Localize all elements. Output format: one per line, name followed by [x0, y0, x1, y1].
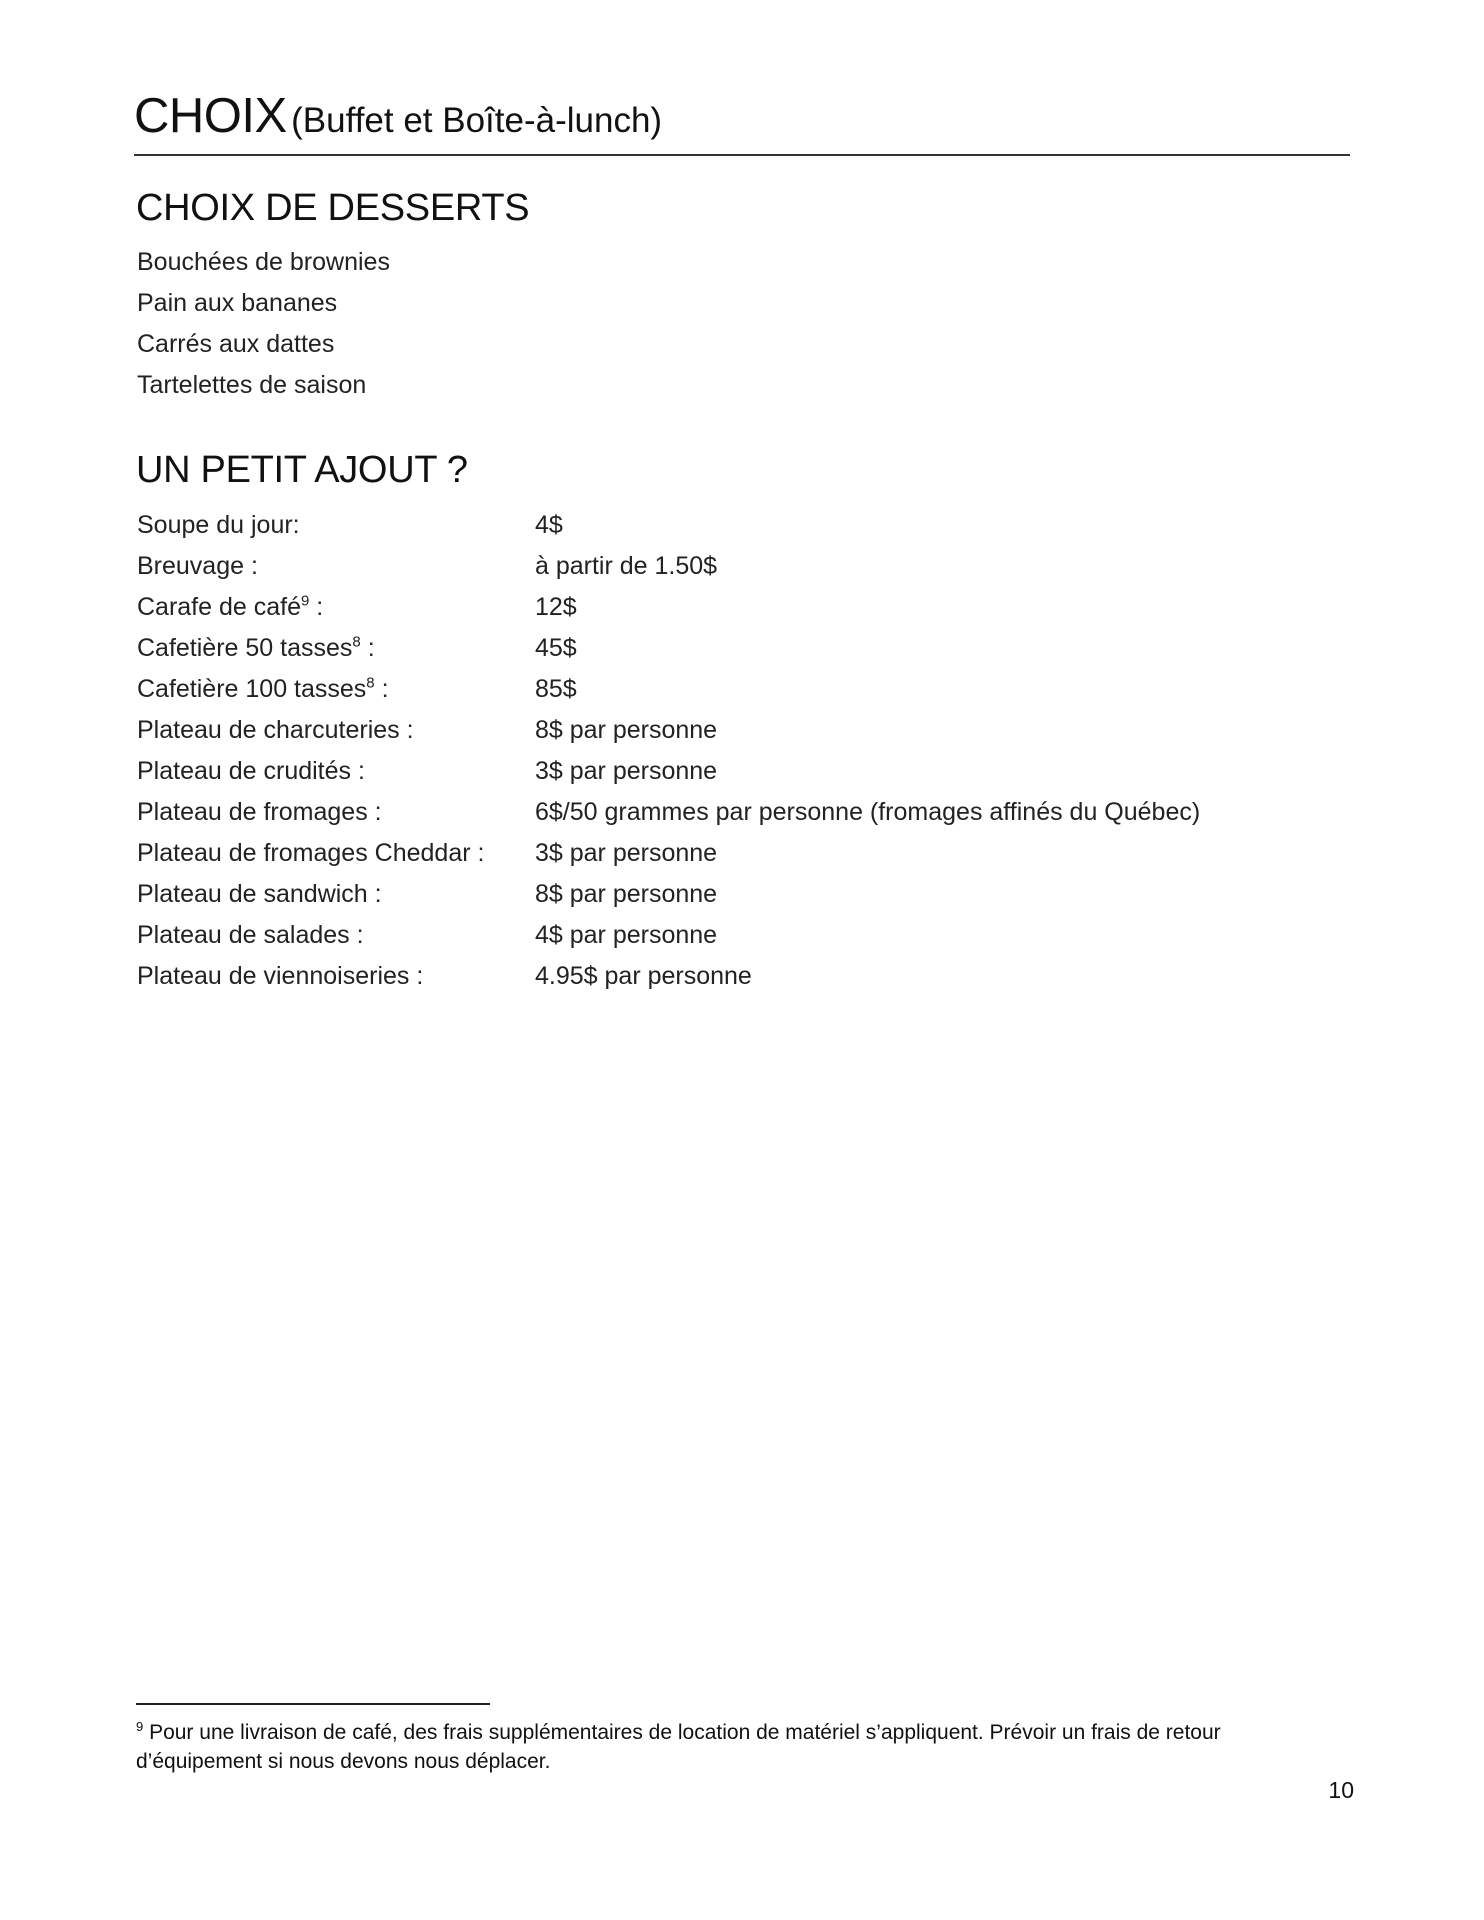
extras-price-table: [137, 505, 1200, 997]
footnote-text: Pour une livraison de café, des frais supplémentaires de location de matériel s’appliquent. Prévoir un frais de retour d’équipement si nous devons nous déplacer.: [136, 1721, 1221, 1773]
item-price: 4.95$ par personne: [535, 962, 752, 990]
item-price: 6$/50 grammes par personne (fromages affinés du Québec): [535, 798, 1201, 826]
item-name: Breuvage :: [137, 552, 258, 580]
list-item: Tartelettes de saison: [137, 371, 367, 399]
table-row: [137, 628, 1200, 669]
item-name: Plateau de charcuteries :: [137, 716, 414, 744]
page-number: 10: [1328, 1777, 1354, 1803]
footnote-reference[interactable]: 8: [366, 674, 375, 692]
table-row: [137, 915, 1200, 956]
item-name: Plateau de sandwich :: [137, 880, 382, 908]
table-row: [137, 669, 1200, 710]
item-price: 3$ par personne: [535, 757, 718, 785]
page-subtitle: (Buffet et Boîte-à-lunch): [291, 101, 663, 140]
item-price: 12$: [535, 593, 577, 621]
footnote: [136, 1718, 1346, 1776]
table-row: [137, 587, 1200, 628]
item-name: Carafe de café$^9$ :: [137, 592, 324, 621]
table-row: [137, 874, 1200, 915]
item-price: 4$ par personne: [535, 921, 718, 949]
list-item: Pain aux bananes: [137, 289, 338, 317]
desserts-list: [137, 242, 390, 406]
item-price: 3$ par personne: [535, 839, 718, 867]
item-price: 8$ par personne: [535, 716, 718, 744]
item-price: 4$: [535, 511, 563, 539]
page-header: [134, 88, 1350, 156]
footnote-reference[interactable]: 9: [301, 592, 310, 610]
item-name: Plateau de salades :: [137, 921, 364, 949]
item-name: Plateau de viennoiseries :: [137, 962, 424, 990]
table-row: [137, 546, 1200, 587]
table-row: [137, 956, 1200, 997]
item-name: Plateau de fromages :: [137, 798, 382, 826]
table-row: [137, 833, 1200, 874]
item-name: Cafetière 50 tasses$^8$ :: [137, 633, 375, 662]
footnote-reference[interactable]: 8: [352, 633, 361, 651]
item-price: à partir de 1.50$: [535, 552, 718, 580]
desserts-heading: CHOIX DE DESSERTS: [136, 187, 530, 229]
item-price: 8$ par personne: [535, 880, 718, 908]
item-price: 45$: [535, 634, 577, 662]
table-row: [137, 505, 1200, 546]
page-title: CHOIX: [134, 89, 287, 143]
item-name: Plateau de fromages Cheddar :: [137, 839, 485, 867]
extras-heading: UN PETIT AJOUT ?: [136, 449, 468, 491]
list-item: Bouchées de brownies: [137, 248, 390, 276]
table-row: [137, 792, 1200, 833]
item-name: Plateau de crudités :: [137, 757, 365, 785]
list-item: Carrés aux dattes: [137, 330, 335, 358]
footnote-marker: 9: [136, 1719, 144, 1734]
table-row: [137, 710, 1200, 751]
footnote-divider: [136, 1703, 490, 1705]
table-row: [137, 751, 1200, 792]
item-name: Cafetière 100 tasses$^8$ :: [137, 674, 389, 703]
item-name: Soupe du jour:: [137, 511, 300, 539]
item-price: 85$: [535, 675, 577, 703]
